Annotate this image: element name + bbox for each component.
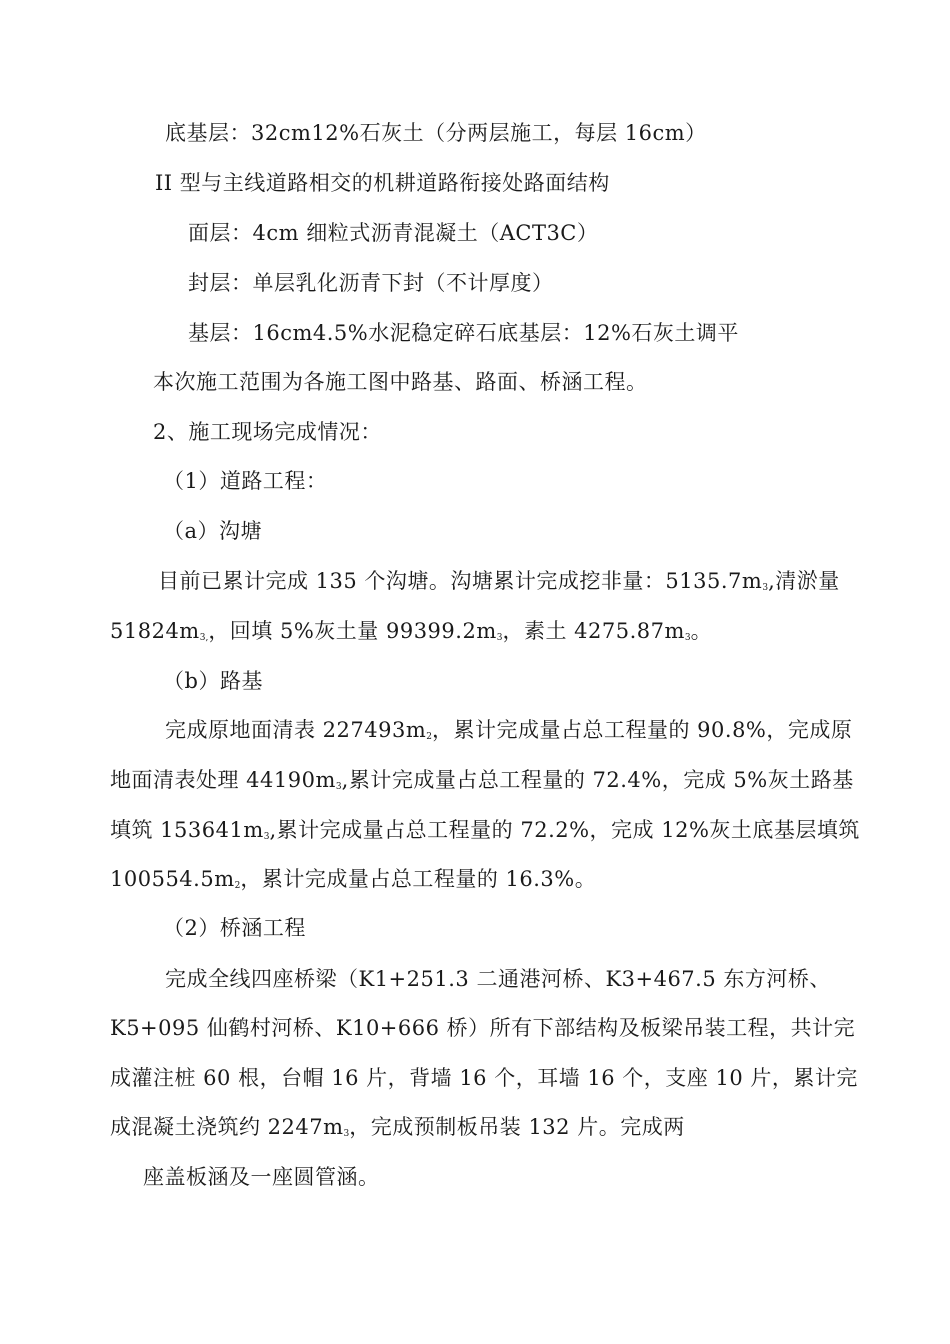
ponds-heading: （a）沟塘 xyxy=(163,519,263,543)
type-ii-structure-heading: II 型与主线道路相交的机耕道路衔接处路面结构 xyxy=(155,171,610,195)
ponds-text-4: ，回填 5%灰土量 99399.2m xyxy=(208,619,497,643)
site-completion-heading: 2、施工现场完成情况： xyxy=(153,420,382,444)
road-works-heading: （1）道路工程： xyxy=(163,469,328,493)
ponds-text-5: ，素土 4275.87m xyxy=(502,619,685,643)
subgrade-heading: （b）路基 xyxy=(163,669,263,693)
subgrade-paragraph-line-3 xyxy=(110,815,860,852)
ponds-text-1: 目前已累计完成 135 个沟塘。沟塘累计完成挖非量：5135.7m xyxy=(158,569,763,593)
cubic-unit: 3 xyxy=(343,1129,350,1139)
surface-layer-line: 面层：4cm 细粒式沥青混凝土（ACT3C） xyxy=(188,221,599,245)
ponds-text-6: 。 xyxy=(690,619,713,643)
cubic-unit: 3, xyxy=(199,633,209,643)
base-layer-line: 基层：16cm4.5%水泥稳定碎石底基层：12%石灰土调平 xyxy=(188,321,739,345)
cubic-unit: 3 xyxy=(684,633,691,643)
square-unit: 2 xyxy=(426,732,432,742)
cubic-unit: 3 xyxy=(496,633,503,643)
ponds-paragraph-line-1 xyxy=(158,566,840,603)
cubic-unit: 3 xyxy=(335,782,342,792)
subgrade-text-4: ,累计完成量占总工程量的 72.4%，完成 5%灰土路基 xyxy=(341,768,854,792)
bridge-text-2: ，完成预制板吊装 132 片。完成两 xyxy=(349,1115,685,1139)
bridge-text-1: 成混凝土浇筑约 2247m xyxy=(110,1115,344,1139)
seal-layer-line: 封层：单层乳化沥青下封（不计厚度） xyxy=(188,271,554,295)
construction-scope-line: 本次施工范围为各施工图中路基、路面、桥涵工程。 xyxy=(153,370,648,394)
subgrade-paragraph-line-1 xyxy=(165,715,852,752)
culvert-line: 座盖板涵及一座圆管涵。 xyxy=(143,1165,380,1189)
bridge-culvert-heading: （2）桥涵工程 xyxy=(163,916,306,940)
subgrade-text-8: ，累计完成量占总工程量的 16.3%。 xyxy=(240,867,597,891)
bridge-paragraph-line-1: 完成全线四座桥梁（K1+251.3 二通港河桥、K3+467.5 东方河桥、 xyxy=(165,967,831,991)
subgrade-text-2: ，累计完成量占总工程量的 90.8%，完成原 xyxy=(432,718,853,742)
ponds-text-3: 51824m xyxy=(110,619,200,643)
subbase-layer-line: 底基层：32cm12%石灰土（分两层施工，每层 16cm） xyxy=(165,121,707,145)
subgrade-text-7: 100554.5m xyxy=(110,867,235,891)
bridge-paragraph-line-4 xyxy=(110,1112,685,1149)
square-unit: 2 xyxy=(234,881,241,891)
bridge-paragraph-line-3: 成灌注桩 60 根，台帽 16 片，背墙 16 个，耳墙 16 个，支座 10 片，累计完 xyxy=(110,1066,858,1090)
bridge-paragraph-line-2: K5+095 仙鹤村河桥、K10+666 桥）所有下部结构及板梁吊装工程，共计完 xyxy=(110,1016,856,1040)
subgrade-paragraph-line-4 xyxy=(110,864,596,901)
subgrade-text-3: 地面清表处理 44190m xyxy=(110,768,336,792)
cubic-unit: 3 xyxy=(762,583,769,593)
ponds-text-2: ,清淤量 xyxy=(768,569,840,593)
subgrade-text-1: 完成原地面清表 227493m xyxy=(165,718,427,742)
subgrade-text-6: ,累计完成量占总工程量的 72.2%，完成 12%灰土底基层填筑 xyxy=(269,818,860,842)
ponds-paragraph-line-2 xyxy=(110,616,712,653)
cubic-unit: 3 xyxy=(263,832,270,842)
subgrade-paragraph-line-2 xyxy=(110,765,854,802)
subgrade-text-5: 填筑 153641m xyxy=(110,818,264,842)
